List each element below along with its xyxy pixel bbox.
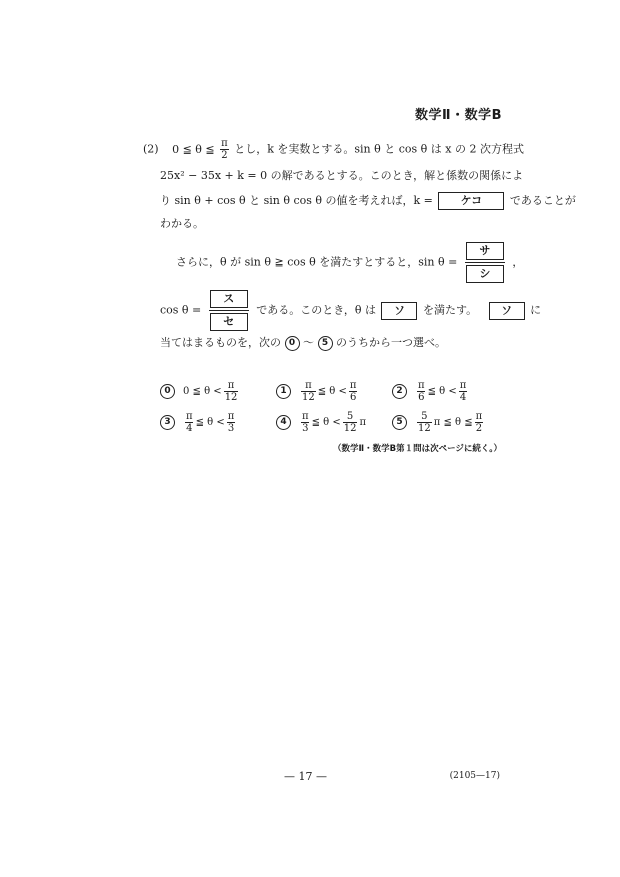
fraction-pi-over-2: $\frac{\pi}{2}$	[221, 138, 228, 161]
circled-3-icon: 3	[160, 415, 175, 430]
page-number: — 17 —	[284, 770, 327, 783]
answer-box-so-ref: ソ	[489, 302, 525, 320]
circled-5-icon: 5	[392, 415, 407, 430]
answer-box-sa: サ	[466, 242, 504, 260]
problem-line-6: cos θ = ス セ である。このとき，θ は ソ を満たす。 ソ に	[160, 290, 541, 331]
option-5: 5 $\frac{5}{12}$ π ≦ θ ≦ $\frac{\pi}{2}$	[392, 411, 485, 434]
answer-box-se: セ	[210, 313, 248, 331]
problem-line-2: 25x² − 35x + k = 0 の解であるとする。このとき，解と係数の関係によ	[160, 169, 524, 182]
answer-box-so: ソ	[381, 302, 417, 320]
problem-line-1: (2) 0 ≦ θ ≦ $\frac{\pi}{2}$ とし，k を実数とする。sin θ と cos θ は x の 2 次方程式	[143, 138, 524, 161]
option-4: 4 $\frac{\pi}{3}$ ≦ θ < $\frac{5}{12}$ π	[276, 411, 366, 434]
exam-code: (2105—17)	[449, 771, 500, 781]
option-1: 1 $\frac{\pi}{12}$ ≦ θ < $\frac{\pi}{6}$	[276, 380, 359, 403]
fraction-bar	[209, 310, 249, 311]
answer-fraction-cos	[208, 290, 250, 331]
answer-box-keko: ケコ	[438, 192, 504, 210]
answer-box-su: ス	[210, 290, 248, 308]
option-0: 0 0 ≦ θ < $\frac{\pi}{12}$	[160, 380, 240, 403]
circled-0-icon: 0	[285, 336, 300, 351]
problem-number: (2)	[143, 142, 159, 156]
option-3: 3 $\frac{\pi}{4}$ ≦ θ < $\frac{\pi}{3}$	[160, 411, 237, 434]
circled-4-icon: 4	[276, 415, 291, 430]
circled-2-icon: 2	[392, 384, 407, 399]
problem-line-5: さらに，θ が sin θ ≧ cos θ を満たすとすると，sin θ = サ シ ，	[176, 242, 523, 283]
option-2: 2 $\frac{\pi}{6}$ ≦ θ < $\frac{\pi}{4}$	[392, 380, 469, 403]
problem-line-7: 当てはまるものを，次の 0 〜 5 のうちから一つ選べ。	[160, 336, 446, 349]
circled-1-icon: 1	[276, 384, 291, 399]
fraction-bar	[465, 262, 505, 263]
subject-header: 数学Ⅱ・数学B	[415, 108, 502, 123]
circled-0-icon: 0	[160, 384, 175, 399]
answer-fraction-sin	[464, 242, 506, 283]
problem-line-3: り sin θ + cos θ と sin θ cos θ の値を考えれば，k = ケコ であることが	[160, 192, 576, 210]
answer-box-shi: シ	[466, 265, 504, 283]
circled-5-icon: 5	[318, 336, 333, 351]
problem-line-4: わかる。	[160, 217, 204, 230]
continuation-note: （数学Ⅱ・数学B第１問は次ページに続く。）	[333, 444, 502, 454]
